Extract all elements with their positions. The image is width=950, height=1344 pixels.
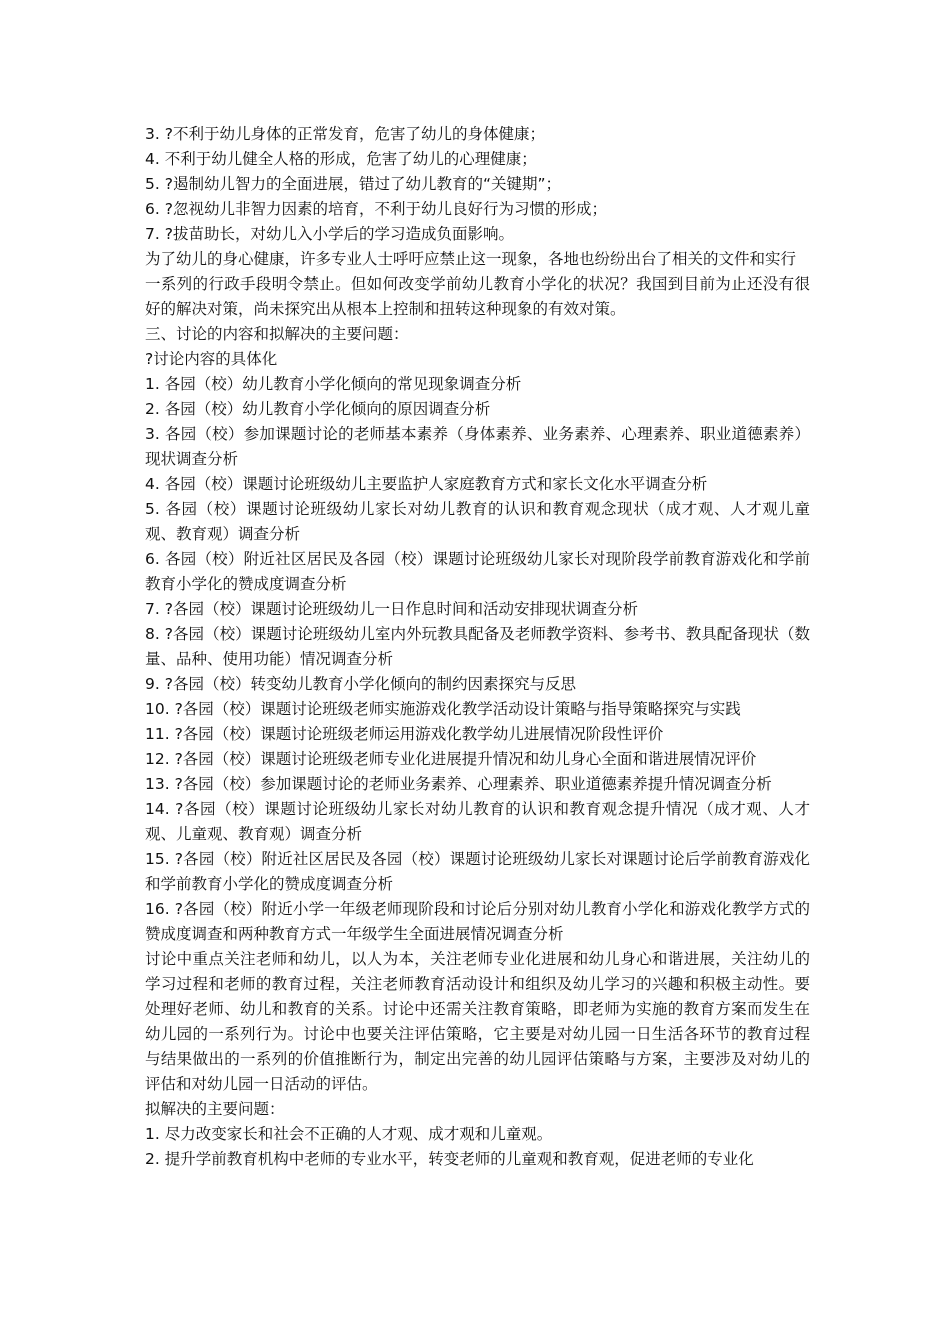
paragraph: 讨论中重点关注老师和幼儿，以人为本，关注老师专业化进展和幼儿身心和谐进展，关注幼儿的学习过程和老师的教育过程，关注老师教育活动设计和组织及幼儿学习的兴趣和积极主动性。要处理好老师、幼儿和教育的关系。讨论中还需关注教育策略，即老师为实施的教育方案而发生在幼儿园的一系列行为。讨论中也要关注评估策略，它主要是对幼儿园一日生活各环节的教育过程与结果做出的一系列的价值推断行为，制定出完善的幼儿园评估策略与方案，主要涉及对幼儿的评估和对幼儿园一日活动的评估。 bbox=[145, 950, 810, 1093]
subheading: ?讨论内容的具体化 bbox=[145, 350, 278, 368]
paragraph: 7. ?拔苗助长，对幼儿入小学后的学习造成负面影响。 bbox=[145, 225, 514, 243]
list-item: 15. ?各园（校）附近社区居民及各园（校）课题讨论班级幼儿家长对课题讨论后学前教育游戏化和学前教育小学化的赞成度调查分析 bbox=[145, 850, 810, 893]
paragraph: 5. ?遏制幼儿智力的全面进展，错过了幼儿教育的“关键期”； bbox=[145, 175, 562, 193]
paragraph: 4. 不利于幼儿健全人格的形成，危害了幼儿的心理健康； bbox=[145, 150, 537, 168]
list-item: 16. ?各园（校）附近小学一年级老师现阶段和讨论后分别对幼儿教育小学化和游戏化教学方式的赞成度调查和两种教育方式一年级学生全面进展情况调查分析 bbox=[145, 900, 810, 943]
list-item: 9. ?各园（校）转变幼儿教育小学化倾向的制约因素探究与反思 bbox=[145, 675, 576, 693]
list-item: 13. ?各园（校）参加课题讨论的老师业务素养、心理素养、职业道德素养提升情况调查分析 bbox=[145, 775, 772, 793]
list-item: 11. ?各园（校）课题讨论班级老师运用游戏化教学幼儿进展情况阶段性评价 bbox=[145, 725, 664, 743]
list-item: 3. 各园（校）参加课题讨论的老师基本素养（身体素养、业务素养、心理素养、职业道德素养）现状调查分析 bbox=[145, 425, 810, 468]
list-item: 6. 各园（校）附近社区居民及各园（校）课题讨论班级幼儿家长对现阶段学前教育游戏化和学前教育小学化的赞成度调查分析 bbox=[145, 550, 810, 593]
list-item: 1. 各园（校）幼儿教育小学化倾向的常见现象调查分析 bbox=[145, 375, 522, 393]
list-item: 2. 各园（校）幼儿教育小学化倾向的原因调查分析 bbox=[145, 400, 491, 418]
list-item: 5. 各园（校）课题讨论班级幼儿家长对幼儿教育的认识和教育观念现状（成才观、人才观儿童观、教育观）调查分析 bbox=[145, 500, 810, 543]
section-heading: 三、讨论的内容和拟解决的主要问题： bbox=[145, 325, 409, 343]
subheading: 拟解决的主要问题： bbox=[145, 1100, 285, 1118]
document-body bbox=[145, 122, 810, 1172]
paragraph: 一系列的行政手段明令禁止。但如何改变学前幼儿教育小学化的状况？我国到目前为止还没有很好的解决对策，尚未探究出从根本上控制和扭转这种现象的有效对策。 bbox=[145, 275, 810, 318]
paragraph: 3. ?不利于幼儿身体的正常发育，危害了幼儿的身体健康； bbox=[145, 125, 545, 143]
list-item: 2. 提升学前教育机构中老师的专业水平，转变老师的儿童观和教育观，促进老师的专业化 bbox=[145, 1150, 754, 1168]
list-item: 12. ?各园（校）课题讨论班级老师专业化进展提升情况和幼儿身心全面和谐进展情况评价 bbox=[145, 750, 757, 768]
list-item: 7. ?各园（校）课题讨论班级幼儿一日作息时间和活动安排现状调查分析 bbox=[145, 600, 638, 618]
list-item: 1. 尽力改变家长和社会不正确的人才观、成才观和儿童观。 bbox=[145, 1125, 553, 1143]
paragraph: 6. ?忽视幼儿非智力因素的培育，不利于幼儿良好行为习惯的形成； bbox=[145, 200, 607, 218]
list-item: 10. ?各园（校）课题讨论班级老师实施游戏化教学活动设计策略与指导策略探究与实践 bbox=[145, 700, 741, 718]
list-item: 8. ?各园（校）课题讨论班级幼儿室内外玩教具配备及老师教学资料、参考书、教具配备现状（数量、品种、使用功能）情况调查分析 bbox=[145, 625, 810, 668]
paragraph: 为了幼儿的身心健康，许多专业人士呼吁应禁止这一现象，各地也纷纷出台了相关的文件和实行 bbox=[145, 250, 797, 268]
list-item: 4. 各园（校）课题讨论班级幼儿主要监护人家庭教育方式和家长文化水平调查分析 bbox=[145, 475, 708, 493]
list-item: 14. ?各园（校）课题讨论班级幼儿家长对幼儿教育的认识和教育观念提升情况（成才观、人才观、儿童观、教育观）调查分析 bbox=[145, 800, 810, 843]
